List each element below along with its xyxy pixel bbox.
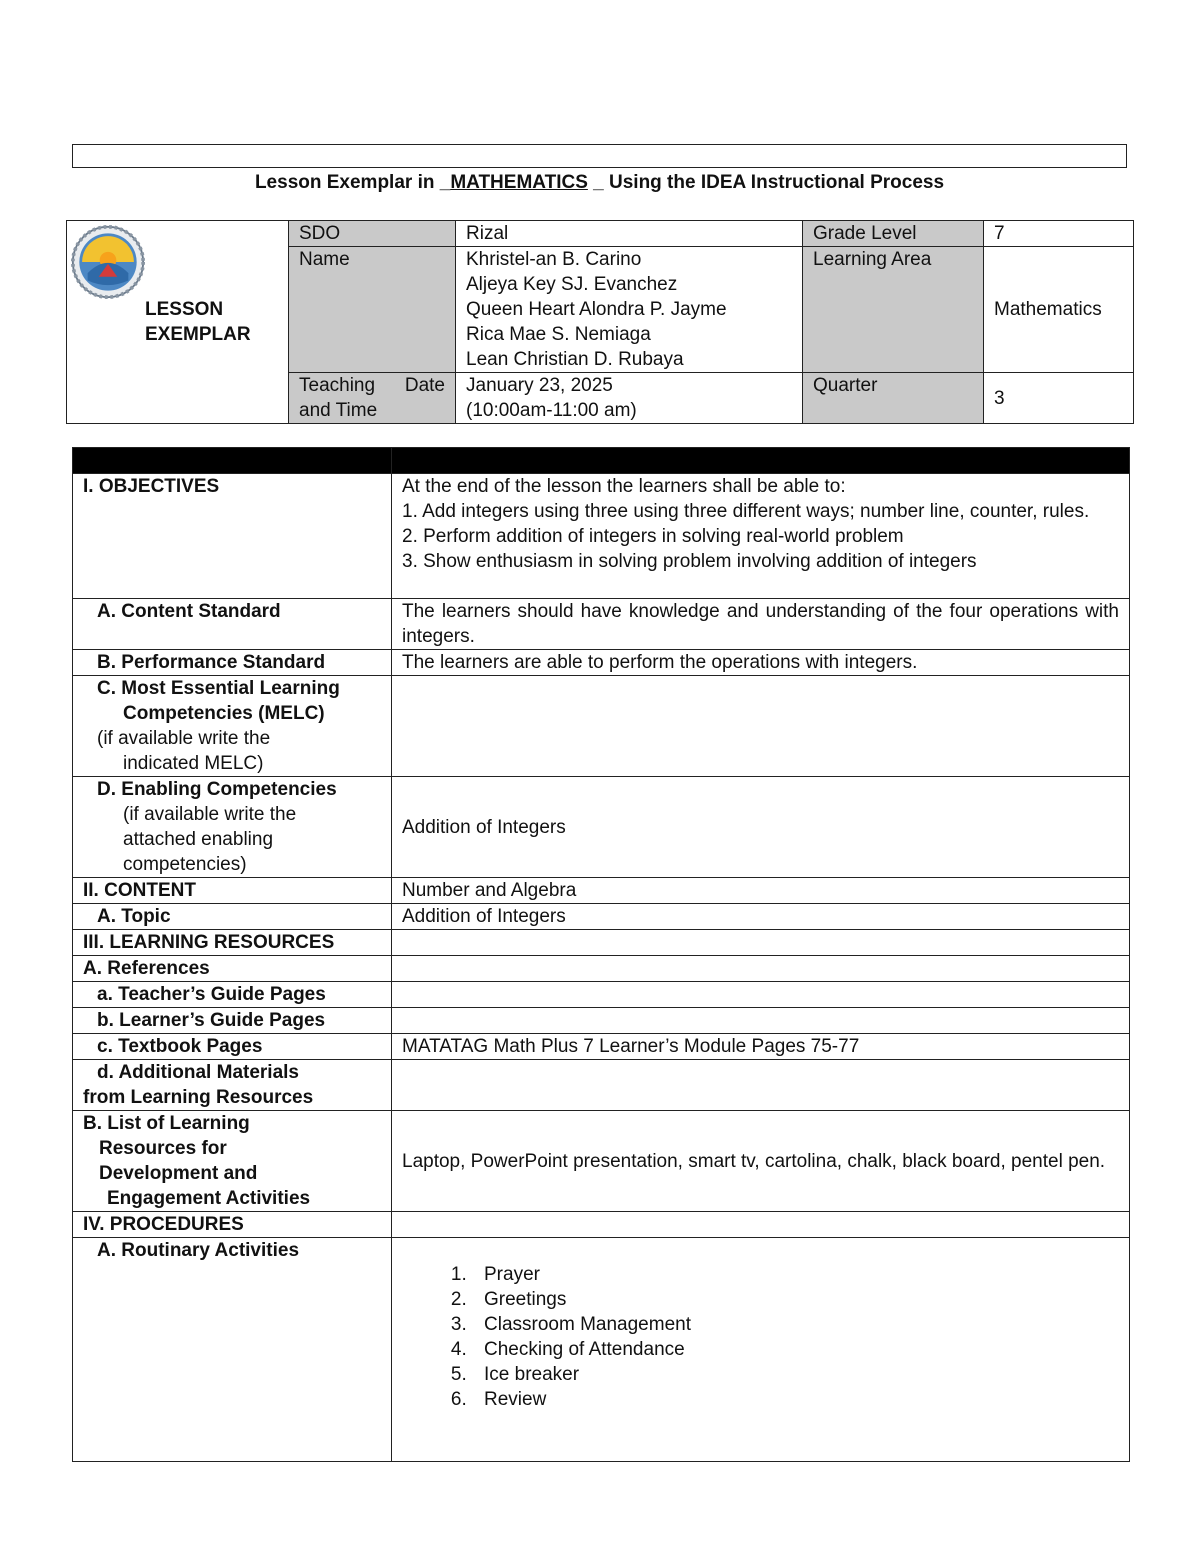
content-label: II. CONTENT — [73, 878, 392, 904]
sdo-label: SDO — [289, 221, 456, 247]
subject: MATHEMATICS — [450, 172, 588, 193]
quarter-label: Quarter — [803, 373, 984, 424]
table-row — [73, 650, 1130, 676]
melc-value — [392, 676, 1130, 777]
teachers-guide-label: a. Teacher’s Guide Pages — [73, 982, 392, 1008]
procedures-label: IV. PROCEDURES — [73, 1212, 392, 1238]
routinary-activities-value — [392, 1238, 1130, 1462]
learning-area-value: Mathematics — [984, 247, 1134, 373]
routinary-activities-list — [402, 1262, 1119, 1412]
learning-area-label: Learning Area — [803, 247, 984, 373]
list-of-resources-value: Laptop, PowerPoint presentation, smart tv, cartolina, chalk, black board, pentel pen. — [392, 1111, 1130, 1212]
table-row — [73, 1060, 1130, 1111]
textbook-pages-label: c. Textbook Pages — [73, 1034, 392, 1060]
procedures-value — [392, 1212, 1130, 1238]
teachers-guide-value — [392, 982, 1130, 1008]
table-row — [73, 1034, 1130, 1060]
list-item: 3. Classroom Management — [472, 1312, 1119, 1337]
topic-label: A. Topic — [73, 904, 392, 930]
table-row — [73, 777, 1130, 878]
page-title: Lesson Exemplar in _MATHEMATICS _ Using the IDEA Instructional Process — [254, 172, 945, 193]
table-row — [73, 1238, 1130, 1462]
author-name: Lean Christian D. Rubaya — [466, 349, 684, 370]
learning-resources-label: III. LEARNING RESOURCES — [73, 930, 392, 956]
table-row — [73, 878, 1130, 904]
melc-label: C. Most Essential Learning Competencies (MELC) (if available write the indicated MELC) — [73, 676, 392, 777]
deped-seal-icon — [71, 225, 145, 299]
list-item: 5. Ice breaker — [472, 1362, 1119, 1387]
textbook-pages-value: MATATAG Math Plus 7 Learner’s Module Pages 75-77 — [392, 1034, 1130, 1060]
teaching-date-label: Teaching Date and Time — [289, 373, 456, 424]
author-name: Aljeya Key SJ. Evanchez — [466, 274, 678, 295]
routinary-activities-label: A. Routinary Activities — [73, 1238, 392, 1462]
logo-cell — [67, 221, 289, 424]
enabling-competencies-value: Addition of Integers — [392, 777, 1130, 878]
references-value — [392, 956, 1130, 982]
table-row — [73, 1212, 1130, 1238]
table-row — [73, 474, 1130, 599]
grade-level-value: 7 — [984, 221, 1134, 247]
enabling-competencies-label: D. Enabling Competencies (if available write the attached enabling competencies) — [73, 777, 392, 878]
objectives-value: At the end of the lesson the learners shall be able to: 1. Add integers using three using three different ways; number line, counter, rules. 2. Perform addition of integers in solving real-world problem 3. Show enthusiasm in solving problem involving addition of integers — [392, 474, 1130, 599]
list-item: 4. Checking of Attendance — [472, 1337, 1119, 1362]
list-item: 1. Prayer — [472, 1262, 1119, 1287]
top-blank-box — [72, 144, 1127, 168]
list-item: 2. Greetings — [472, 1287, 1119, 1312]
grade-level-label: Grade Level — [803, 221, 984, 247]
table-header-row — [73, 448, 1130, 474]
learners-guide-value — [392, 1008, 1130, 1034]
objectives-label: I. OBJECTIVES — [73, 474, 392, 599]
quarter-value: 3 — [984, 373, 1134, 424]
performance-standard-value: The learners are able to perform the operations with integers. — [392, 650, 1130, 676]
author-name: Khristel-an B. Carino — [466, 249, 642, 270]
learners-guide-label: b. Learner’s Guide Pages — [73, 1008, 392, 1034]
table-row — [73, 676, 1130, 777]
table-row — [73, 1111, 1130, 1212]
lesson-exemplar-label: LESSON EXEMPLAR — [145, 299, 251, 345]
list-of-resources-label: B. List of Learning Resources for Development and Engagement Activities — [73, 1111, 392, 1212]
performance-standard-label: B. Performance Standard — [73, 650, 392, 676]
additional-materials-value — [392, 1060, 1130, 1111]
table-row — [73, 930, 1130, 956]
sdo-value: Rizal — [456, 221, 803, 247]
table-row — [73, 956, 1130, 982]
additional-materials-label: d. Additional Materials from Learning Resources — [73, 1060, 392, 1111]
table-row — [73, 599, 1130, 650]
teaching-date-value: January 23, 2025 (10:00am-11:00 am) — [456, 373, 803, 424]
list-item: 6. Review — [472, 1387, 1119, 1412]
names-cell — [456, 247, 803, 373]
name-label: Name — [289, 247, 456, 373]
content-value: Number and Algebra — [392, 878, 1130, 904]
learning-resources-value — [392, 930, 1130, 956]
author-name: Rica Mae S. Nemiaga — [466, 324, 651, 345]
author-name: Queen Heart Alondra P. Jayme — [466, 299, 727, 320]
lesson-info-table — [66, 220, 1134, 424]
content-standard-value: The learners should have knowledge and understanding of the four operations with integers. — [392, 599, 1130, 650]
content-standard-label: A. Content Standard — [73, 599, 392, 650]
table-row — [73, 904, 1130, 930]
lesson-plan-table — [72, 447, 1130, 1462]
table-row — [73, 1008, 1130, 1034]
topic-value: Addition of Integers — [392, 904, 1130, 930]
references-label: A. References — [73, 956, 392, 982]
table-row — [73, 982, 1130, 1008]
